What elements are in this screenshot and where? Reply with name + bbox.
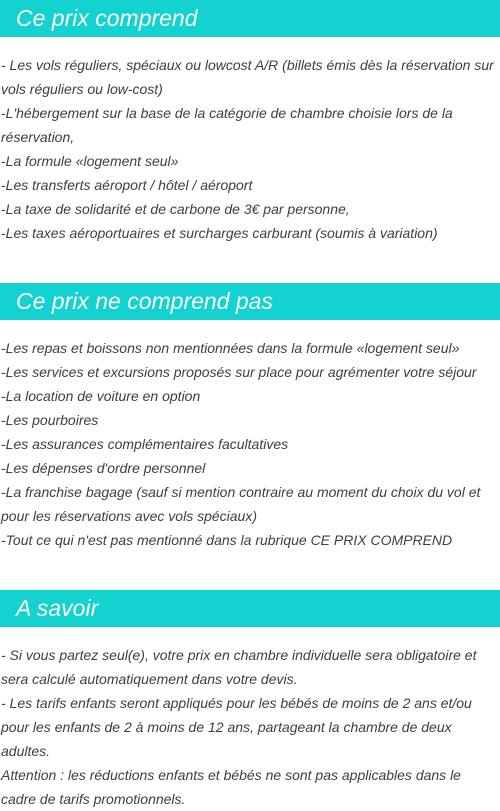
not-included-item: -Les services et excursions proposés sur place pour agrémenter votre séjour	[1, 364, 477, 380]
section-title-good-to-know: A savoir	[16, 595, 99, 621]
section-header-included	[0, 0, 500, 37]
not-included-item: -Les repas et boissons non mentionnées dans la formule «logement seul»	[1, 340, 460, 356]
section-header-not-included	[0, 283, 500, 320]
section-header-good-to-know	[0, 590, 500, 627]
not-included-item: -La franchise bagage (sauf si mention contraire au moment du choix du vol et pour les réservations avec vols spéciaux)	[1, 484, 481, 524]
section-title-not-included: Ce prix ne comprend pas	[16, 288, 273, 314]
good-to-know-item: - Si vous partez seul(e), votre prix en chambre individuelle sera obligatoire et sera calculé automatiquement dans votre devis.	[1, 647, 477, 687]
good-to-know-item: Attention : les réductions enfants et bébés ne sont pas applicables dans le cadre de tarifs promotionnels.	[1, 767, 461, 807]
not-included-item: -La location de voiture en option	[1, 388, 201, 404]
included-item: - Les vols réguliers, spéciaux ou lowcost A/R (billets émis dès la réservation sur vols réguliers ou low-cost)	[1, 57, 494, 97]
included-item: -L'hébergement sur la base de la catégorie de chambre choisie lors de la réservation,	[1, 105, 453, 145]
included-item: -Les taxes aéroportuaires et surcharges carburant (soumis à variation)	[1, 225, 438, 241]
section-body-good-to-know	[0, 627, 500, 811]
included-item: -La formule «logement seul»	[1, 153, 179, 169]
included-item: -Les transferts aéroport / hôtel / aéroport	[1, 177, 253, 193]
not-included-item: -Tout ce qui n'est pas mentionné dans la rubrique CE PRIX COMPREND	[1, 532, 453, 548]
not-included-item: -Les assurances complémentaires facultatives	[1, 436, 289, 452]
not-included-item: -Les pourboires	[1, 412, 99, 428]
section-body-included	[0, 37, 500, 245]
not-included-item: -Les dépenses d'ordre personnel	[1, 460, 206, 476]
included-item: -La taxe de solidarité et de carbone de 3€ par personne,	[1, 201, 350, 217]
good-to-know-item: - Les tarifs enfants seront appliqués pour les bébés de moins de 2 ans et/ou pour les enfants de 2 à moins de 12 ans, partageant la chambre de deux adultes.	[1, 695, 472, 759]
section-title-included: Ce prix comprend	[16, 5, 198, 31]
section-body-not-included	[0, 320, 500, 552]
